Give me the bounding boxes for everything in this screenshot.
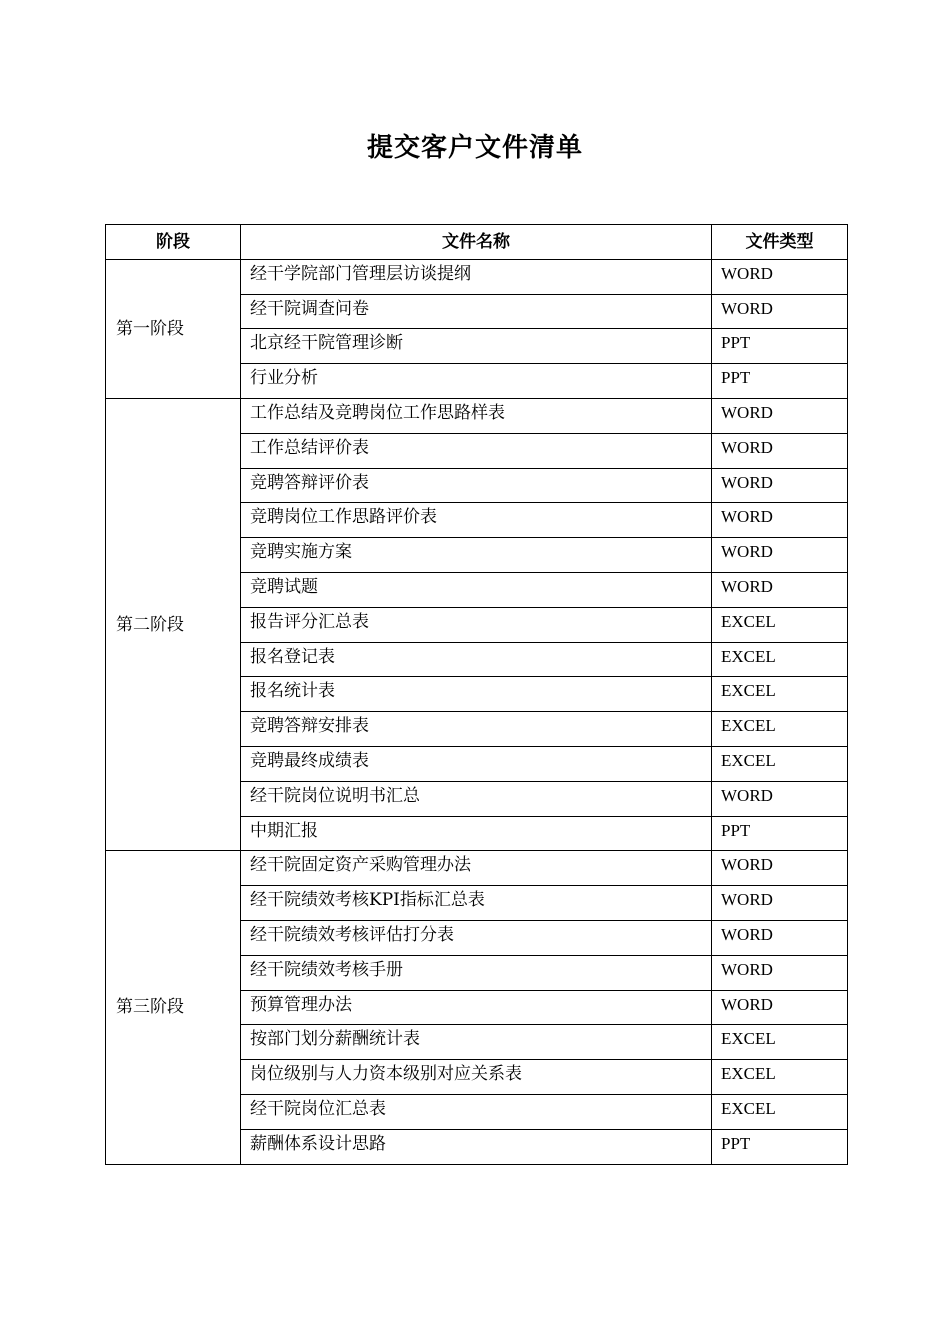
- file-name-cell: 工作总结评价表: [241, 433, 712, 468]
- file-name-cell: 经干院绩效考核手册: [241, 955, 712, 990]
- stage-cell: 第三阶段: [106, 851, 241, 1164]
- file-name-cell: 经干学院部门管理层访谈提纲: [241, 259, 712, 294]
- table-row: [106, 851, 848, 886]
- table-header-row: [106, 225, 848, 260]
- file-type-cell: WORD: [712, 259, 848, 294]
- file-type-cell: EXCEL: [712, 1025, 848, 1060]
- file-type-cell: PPT: [712, 816, 848, 851]
- file-name-cell: 经干院调查问卷: [241, 294, 712, 329]
- file-name-cell: 经干院固定资产采购管理办法: [241, 851, 712, 886]
- file-type-cell: EXCEL: [712, 677, 848, 712]
- stage-cell: 第二阶段: [106, 398, 241, 850]
- file-name-cell: 竞聘答辩评价表: [241, 468, 712, 503]
- file-type-cell: PPT: [712, 329, 848, 364]
- file-name-cell: 薪酬体系设计思路: [241, 1129, 712, 1164]
- file-name-cell: 竞聘岗位工作思路评价表: [241, 503, 712, 538]
- file-type-cell: EXCEL: [712, 607, 848, 642]
- file-name-cell: 报名登记表: [241, 642, 712, 677]
- file-name-cell: 中期汇报: [241, 816, 712, 851]
- file-name-cell: 北京经干院管理诊断: [241, 329, 712, 364]
- file-type-cell: EXCEL: [712, 746, 848, 781]
- file-name-cell: 竞聘最终成绩表: [241, 746, 712, 781]
- file-name-cell: 竞聘答辩安排表: [241, 712, 712, 747]
- file-name-cell: 经干院绩效考核KPI指标汇总表: [241, 886, 712, 921]
- file-type-cell: WORD: [712, 781, 848, 816]
- file-type-cell: PPT: [712, 364, 848, 399]
- file-type-cell: WORD: [712, 468, 848, 503]
- file-type-cell: WORD: [712, 572, 848, 607]
- file-name-cell: 行业分析: [241, 364, 712, 399]
- table-row: [106, 259, 848, 294]
- header-file-type: 文件类型: [712, 225, 848, 260]
- file-name-cell: 经干院岗位汇总表: [241, 1094, 712, 1129]
- header-file-name: 文件名称: [241, 225, 712, 260]
- file-name-cell: 工作总结及竞聘岗位工作思路样表: [241, 398, 712, 433]
- file-type-cell: WORD: [712, 955, 848, 990]
- file-type-cell: WORD: [712, 851, 848, 886]
- file-name-cell: 按部门划分薪酬统计表: [241, 1025, 712, 1060]
- file-type-cell: WORD: [712, 920, 848, 955]
- file-type-cell: WORD: [712, 433, 848, 468]
- file-type-cell: EXCEL: [712, 642, 848, 677]
- stage-cell: 第一阶段: [106, 259, 241, 398]
- file-type-cell: WORD: [712, 294, 848, 329]
- file-name-cell: 预算管理办法: [241, 990, 712, 1025]
- file-type-cell: WORD: [712, 398, 848, 433]
- file-name-cell: 岗位级别与人力资本级别对应关系表: [241, 1060, 712, 1095]
- header-stage: 阶段: [106, 225, 241, 260]
- file-type-cell: WORD: [712, 503, 848, 538]
- file-list-table: [105, 224, 848, 1165]
- file-type-cell: EXCEL: [712, 712, 848, 747]
- table-row: [106, 398, 848, 433]
- file-type-cell: WORD: [712, 886, 848, 921]
- table-body: [106, 259, 848, 1164]
- file-name-cell: 竞聘试题: [241, 572, 712, 607]
- file-name-cell: 竞聘实施方案: [241, 538, 712, 573]
- file-name-cell: 经干院绩效考核评估打分表: [241, 920, 712, 955]
- file-name-cell: 报名统计表: [241, 677, 712, 712]
- file-name-cell: 经干院岗位说明书汇总: [241, 781, 712, 816]
- file-type-cell: WORD: [712, 990, 848, 1025]
- file-type-cell: EXCEL: [712, 1060, 848, 1095]
- page-title: 提交客户文件清单: [366, 133, 583, 163]
- file-name-cell: 报告评分汇总表: [241, 607, 712, 642]
- file-type-cell: WORD: [712, 538, 848, 573]
- file-type-cell: EXCEL: [712, 1094, 848, 1129]
- file-type-cell: PPT: [712, 1129, 848, 1164]
